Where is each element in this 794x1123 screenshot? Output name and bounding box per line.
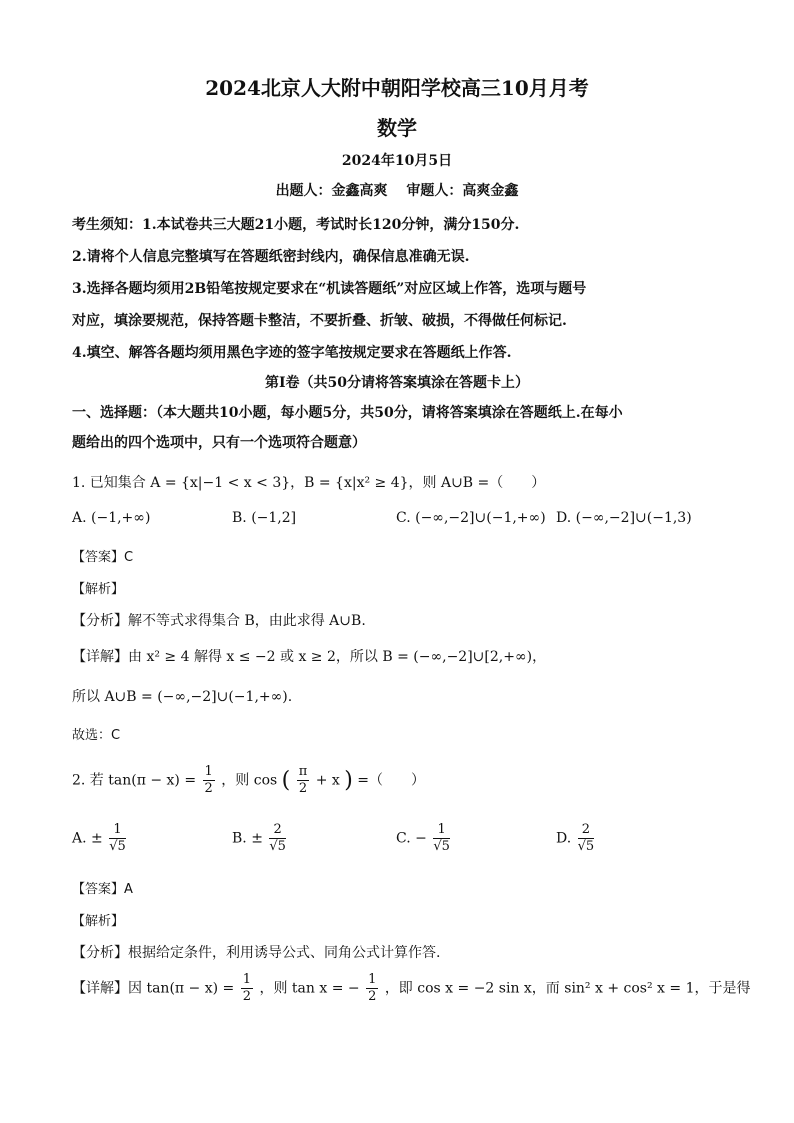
q1-option-b: B. (−1,2] <box>232 510 297 526</box>
q2-option-b-num: 2 <box>269 822 286 839</box>
exam-subject: 数学 <box>377 116 417 140</box>
q2-detail-frac2-den: 2 <box>368 989 377 1004</box>
q2-option-c-den: √5 <box>433 839 450 854</box>
q2-stem-fraction <box>203 764 215 797</box>
q2-option-b-den: √5 <box>269 839 286 854</box>
q2-option-c-sign: − <box>415 830 427 847</box>
q2-option-c <box>396 822 452 855</box>
q1-answer: 【答案】C <box>72 550 134 565</box>
q1-option-d: D. (−∞,−2]∪(−1,3) <box>556 510 692 526</box>
q2-detail-prefix: 【详解】因 tan(π − x) = <box>72 980 235 997</box>
q2-stem-frac-num: 1 <box>204 764 213 779</box>
q2-detail-frac1-num: 1 <box>242 972 252 987</box>
q2-detail <box>72 972 750 1005</box>
q2-cos-arg-tail: + x <box>315 772 340 789</box>
q2-close-paren: ) <box>344 768 353 793</box>
q2-detail-fraction-1 <box>241 972 253 1005</box>
q2-option-a-num: 1 <box>109 822 126 839</box>
q1-analysis-label: 【解析】 <box>72 582 125 597</box>
q2-stem <box>72 764 425 797</box>
q2-detail-suffix: ，即 cos x = −2 sin x，而 sin² x + cos² x = 1，于是得 <box>384 980 751 997</box>
q2-option-d-num: 2 <box>578 822 595 839</box>
q2-option-d <box>556 822 596 855</box>
exam-authors: 出题人：金鑫高爽 审题人：高爽金鑫 <box>275 183 519 199</box>
note-3-cont: 对应，填涂要规范，保持答题卡整洁，不要折叠、折皱、破损，不得做任何标记. <box>72 313 567 329</box>
q2-stem-mid: ，则 cos <box>221 772 278 789</box>
q2-analysis-label: 【解析】 <box>72 914 125 929</box>
q1-detail-2: 所以 A∪B = (−∞,−2]∪(−1,+∞). <box>72 689 293 705</box>
q1-option-c: C. (−∞,−2]∪(−1,+∞) <box>396 510 546 526</box>
note-4: 4.填空、解答各题均须用黑色字迹的签字笔按规定要求在答题纸上作答. <box>72 345 512 361</box>
q1-choose: 故选：C <box>72 728 121 743</box>
q2-option-b-sign: ± <box>251 830 263 847</box>
q2-option-b-label: B. <box>232 830 247 847</box>
q2-cos-arg-num: π <box>298 764 308 779</box>
note-3: 3.选择各题均须用2B铅笔按规定要求在“机读答题纸”对应区域上作答，选项与题号 <box>72 281 587 297</box>
q2-option-a <box>72 822 128 855</box>
note-1: 考生须知：1.本试卷共三大题21小题，考试时长120分钟，满分150分. <box>72 217 520 233</box>
q2-detail-fraction-2 <box>366 972 378 1005</box>
section-heading-2: 题给出的四个选项中，只有一个选项符合题意） <box>72 435 366 451</box>
q2-option-d-fraction <box>578 822 595 855</box>
q1-option-a: A. (−1,+∞) <box>72 510 151 526</box>
q1-detail-1: 【详解】由 x² ≥ 4 解得 x ≤ −2 或 x ≥ 2，所以 B = (−∞,−2]∪[2,+∞)， <box>72 649 547 665</box>
q2-cos-arg-fraction <box>297 764 310 797</box>
q2-option-c-fraction <box>433 822 450 855</box>
q2-option-d-label: D. <box>556 830 572 847</box>
q1-fenxi: 【分析】解不等式求得集合 B，由此求得 A∪B. <box>72 613 366 629</box>
q2-stem-prefix: 2. 若 tan(π − x) = <box>72 772 197 789</box>
q2-option-a-den: √5 <box>109 839 126 854</box>
q2-option-b <box>232 822 288 855</box>
q2-stem-suffix: =（ ） <box>357 772 425 789</box>
q2-option-a-label: A. <box>72 830 87 847</box>
q2-answer: 【答案】A <box>72 882 133 897</box>
q2-option-a-fraction <box>109 822 126 855</box>
exam-date: 2024年10月5日 <box>341 153 453 169</box>
q2-detail-frac2-num: 1 <box>368 972 377 987</box>
q2-open-paren: ( <box>281 768 291 793</box>
section-heading-1: 一、选择题：（本大题共10小题，每小题5分，共50分，请将答案填涂在答题纸上.在每小 <box>72 405 623 421</box>
q2-option-d-den: √5 <box>577 839 595 854</box>
q2-option-c-num: 1 <box>433 822 450 839</box>
q2-cos-arg-den: 2 <box>298 781 308 796</box>
q2-detail-mid: ，则 tan x = − <box>259 980 360 997</box>
q2-option-b-fraction <box>269 822 286 855</box>
q2-fenxi: 【分析】根据给定条件，利用诱导公式、同角公式计算作答. <box>72 945 441 961</box>
exam-title: 2024北京人大附中朝阳学校高三10月月考 <box>205 76 589 100</box>
q2-option-a-sign: ± <box>91 830 103 847</box>
q2-detail-frac1-den: 2 <box>242 989 252 1004</box>
q2-stem-frac-den: 2 <box>204 781 213 796</box>
q2-option-c-label: C. <box>396 830 411 847</box>
q1-stem: 1. 已知集合 A = {x|−1 < x < 3}，B = {x|x² ≥ 4}，则 A∪B =（ ） <box>72 475 546 491</box>
volume-heading: 第Ⅰ卷（共50分请将答案填涂在答题卡上） <box>264 375 530 391</box>
note-2: 2.请将个人信息完整填写在答题纸密封线内，确保信息准确无误. <box>72 249 470 265</box>
